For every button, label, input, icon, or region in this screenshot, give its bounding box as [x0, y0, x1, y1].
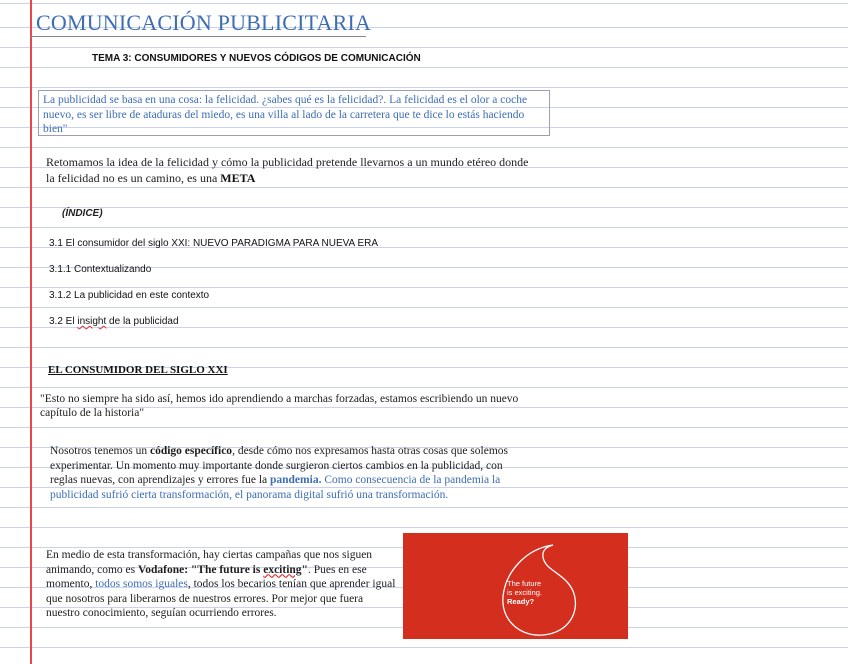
body-text: , desde cómo nos expresamos hasta otras cosas que solemos experimentar. Un momento muy importante donde surgieron ciertos cambios en la publicidad, con reglas nuevas, con aprendizajes y errores fue la: [50, 445, 509, 486]
index-item-insight-word: insight: [77, 316, 107, 327]
section-heading: EL CONSUMIDOR DEL SIGLO XXI: [48, 364, 228, 376]
campaign-slogan-quote: ": [301, 563, 308, 576]
index-item-text: 3.2 El: [49, 316, 78, 327]
ad-ready: Ready?: [507, 597, 535, 606]
intro-paragraph: [46, 155, 536, 186]
notebook-margin-line: [30, 0, 32, 664]
body-blue-text: todos somos iguales: [95, 578, 188, 590]
body-text: . Pues en ese momento,: [46, 563, 367, 590]
title-underline: [30, 36, 366, 37]
campaign-slogan: Vodafone: "The future is: [137, 563, 264, 576]
index-item: 3.1.2 La publicidad en este contexto: [49, 290, 210, 301]
index-item-text: de la publicidad: [106, 316, 179, 327]
quote-box: [38, 90, 550, 136]
quote-box-text: La publicidad se basa en una cosa: la felicidad. ¿sabes qué es la felicidad?. La felicidad es el olor a coche nuevo, es ser libre de ataduras del miedo, es una villa al lado de la carretera que te dice lo estás haciendo bien": [43, 94, 528, 135]
body-text: En medio de esta transformación, hay ciertas campañas que nos siguen animando, como es: [46, 549, 373, 576]
index-item: [49, 316, 179, 327]
body-bold-text: código específico: [149, 445, 233, 457]
vodafone-ad-image: [403, 533, 628, 639]
index-item: 3.1.1 Contextualizando: [49, 264, 152, 275]
body-text: Nosotros tenemos un: [50, 445, 150, 457]
ad-line: is exciting.: [507, 588, 543, 597]
topic-subtitle: TEMA 3: CONSUMIDORES Y NUEVOS CÓDIGOS DE COMUNICACIÓN: [92, 53, 421, 64]
intro-text: Retomamos la idea de la felicidad y cómo la publicidad pretende llevarnos a un mundo etéreo donde la felicidad no es un camino, es una: [46, 155, 529, 185]
campaign-paragraph: [46, 548, 396, 621]
campaign-slogan-word: exciting: [263, 563, 302, 576]
index-label: (ÍNDICE): [62, 208, 103, 219]
index-item: 3.1 El consumidor del siglo XXI: NUEVO PARADIGMA PARA NUEVA ERA: [49, 238, 379, 249]
document-title: COMUNICACIÓN PUBLICITARIA: [36, 10, 372, 35]
body-blue-text: Como consecuencia de la pandemia la publicidad sufrió cierta transformación, el panorama digital sufrió una transformación.: [50, 474, 501, 501]
ad-slogan: [507, 579, 542, 606]
intro-bold-meta: META: [220, 170, 256, 185]
ad-line: The future: [507, 579, 542, 588]
section-quote: "Esto no siempre ha sido así, hemos ido aprendiendo a marchas forzadas, estamos escribiendo un nuevo capítulo de la historia": [40, 393, 519, 419]
body-paragraph: [50, 444, 530, 502]
body-text: , todos los becarios tenían que aprender igual que nosotros para liberarnos de nuestros errores. Por mejor que fuera nuestro conocimiento, seguían ocurriendo errores.: [46, 578, 396, 619]
body-highlight-pandemia: pandemia.: [270, 474, 322, 486]
